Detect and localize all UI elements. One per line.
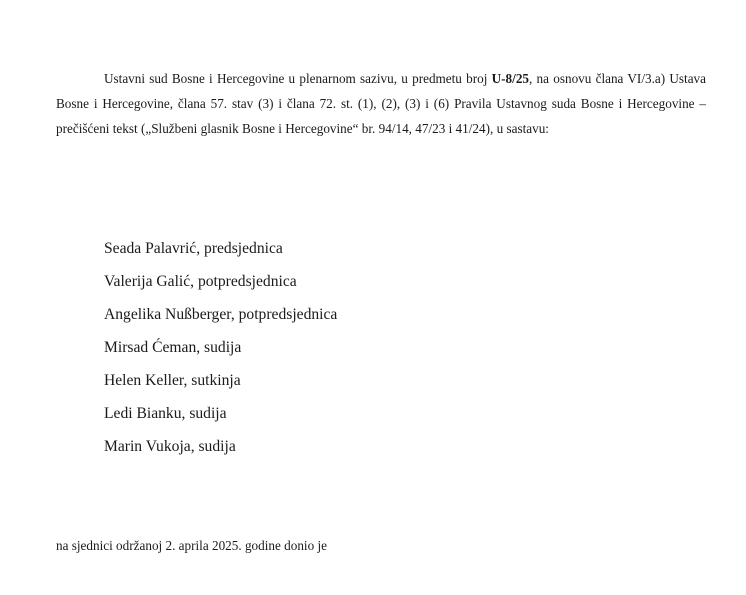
member-item: Angelika Nußberger, potpredsjednica [104,306,338,323]
member-item: Valerija Galić, potpredsjednica [104,273,297,290]
member-item: Marin Vukoja, sudija [104,438,236,455]
member-item: Ledi Bianku, sudija [104,405,227,422]
case-number: U-8/25 [491,71,530,86]
intro-text-start: Ustavni sud Bosne i Hercegovine u plenarnom sazivu, u predmetu broj [104,71,492,86]
member-item: Helen Keller, sutkinja [104,372,241,389]
member-item: Seada Palavrić, predsjednica [104,240,283,257]
member-item: Mirsad Ćeman, sudija [104,339,242,356]
court-composition-list [104,232,337,463]
session-statement: na sjednici održanoj 2. aprila 2025. godine donio je [56,538,328,553]
intro-paragraph [56,66,706,141]
intro-text-end: , na osnovu člana VI/3.a) Ustava Bosne i Hercegovine, člana 57. stav (3) i člana 72. st. (1), (2), (3) i (6) Pravila Ustavnog suda Bosne i Hercegovine – prečišćeni tekst („Službeni glasnik Bosne i Hercegovine“ br. 94/14, 47/23 i 41/24), u sastavu: [56,71,706,136]
